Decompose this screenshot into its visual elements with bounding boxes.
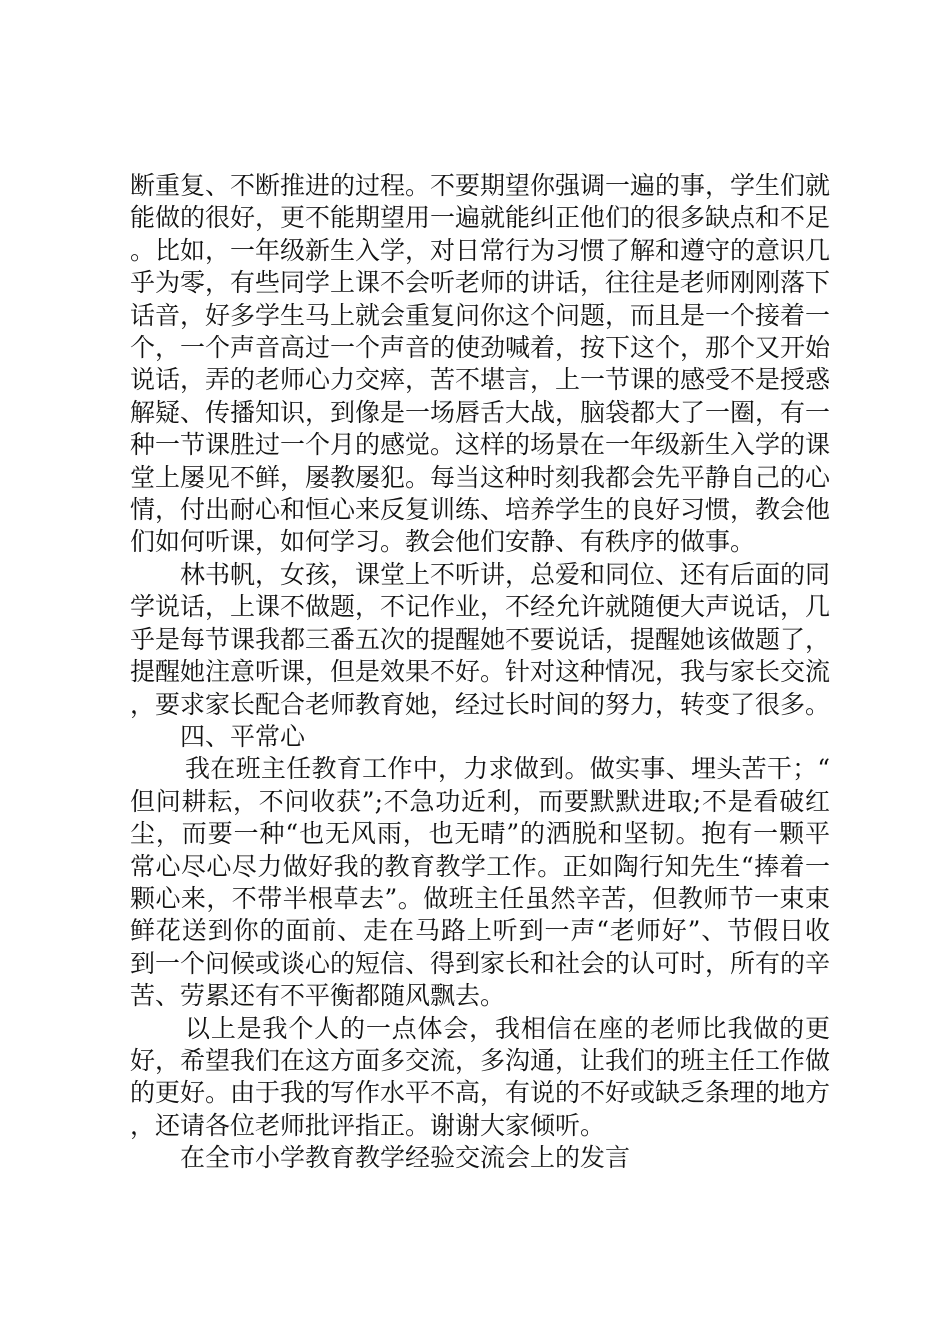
paragraph-closing: 以上是我个人的一点体会，我相信在座的老师比我做的更好，希望我们在这方面多交流，多沟通，让我们的班主任工作做的更好。由于我的写作水平不高，有说的不好或缺乏条理的地方，还请各位老师批评指正。谢谢大家倾听。 [130,1013,831,1140]
document-page [130,170,830,1175]
paragraph-student-case: 林书帆，女孩，课堂上不听讲，总爱和同位、还有后面的同学说话，上课不做题，不记作业，不经允许就随便大声说话，几乎是每节课我都三番五次的提醒她不要说话，提醒她该做题了，提醒她注意听课，但是效果不好。针对这种情况，我与家长交流，要求家长配合老师教育她，经过长时间的努力，转变了很多。 [130,559,831,719]
section-heading: 四、平常心 [180,721,306,751]
document-title-footer: 在全市小学教育教学经验交流会上的发言 [180,1143,631,1173]
paragraph-ordinary-mind: 我在班主任教育工作中，力求做到。做实事、埋头苦干；“但问耕耘，不问收获”;不急功近利，而要默默进取;不是看破红尘，而要一种“也无风雨，也无晴”的洒脱和坚韧。抱有一颗平常心尽心尽力做好我的教育教学工作。正如陶行知先生“捧着一颗心来，不带半根草去”。做班主任虽然辛苦，但教师节一束束鲜花送到你的面前、走在马路上听到一声“老师好”、节假日收到一个问候或谈心的短信、得到家长和社会的认可时，所有的辛苦、劳累还有不平衡都随风飘去。 [130,754,831,1011]
paragraph-continuation: 断重复、不断推进的过程。不要期望你强调一遍的事，学生们就能做的很好，更不能期望用一遍就能纠正他们的很多缺点和不足。比如，一年级新生入学，对日常行为习惯了解和遵守的意识几乎为零，有些同学上课不会听老师的讲话，往往是老师刚刚落下话音，好多学生马上就会重复问你这个问题，而且是一个接着一个，一个声音高过一个声音的使劲喊着，按下这个，那个又开始说话，弄的老师心力交瘁，苦不堪言，上一节课的感受不是授惑解疑、传播知识，到像是一场唇舌大战，脑袋都大了一圈，有一种一节课胜过一个月的感觉。这样的场景在一年级新生入学的课堂上屡见不鲜，屡教屡犯。每当这种时刻我都会先平静自己的心情，付出耐心和恒心来反复训练、培养学生的良好习惯，教会他们如何听课，如何学习。教会他们安静、有秩序的做事。 [130,171,831,557]
